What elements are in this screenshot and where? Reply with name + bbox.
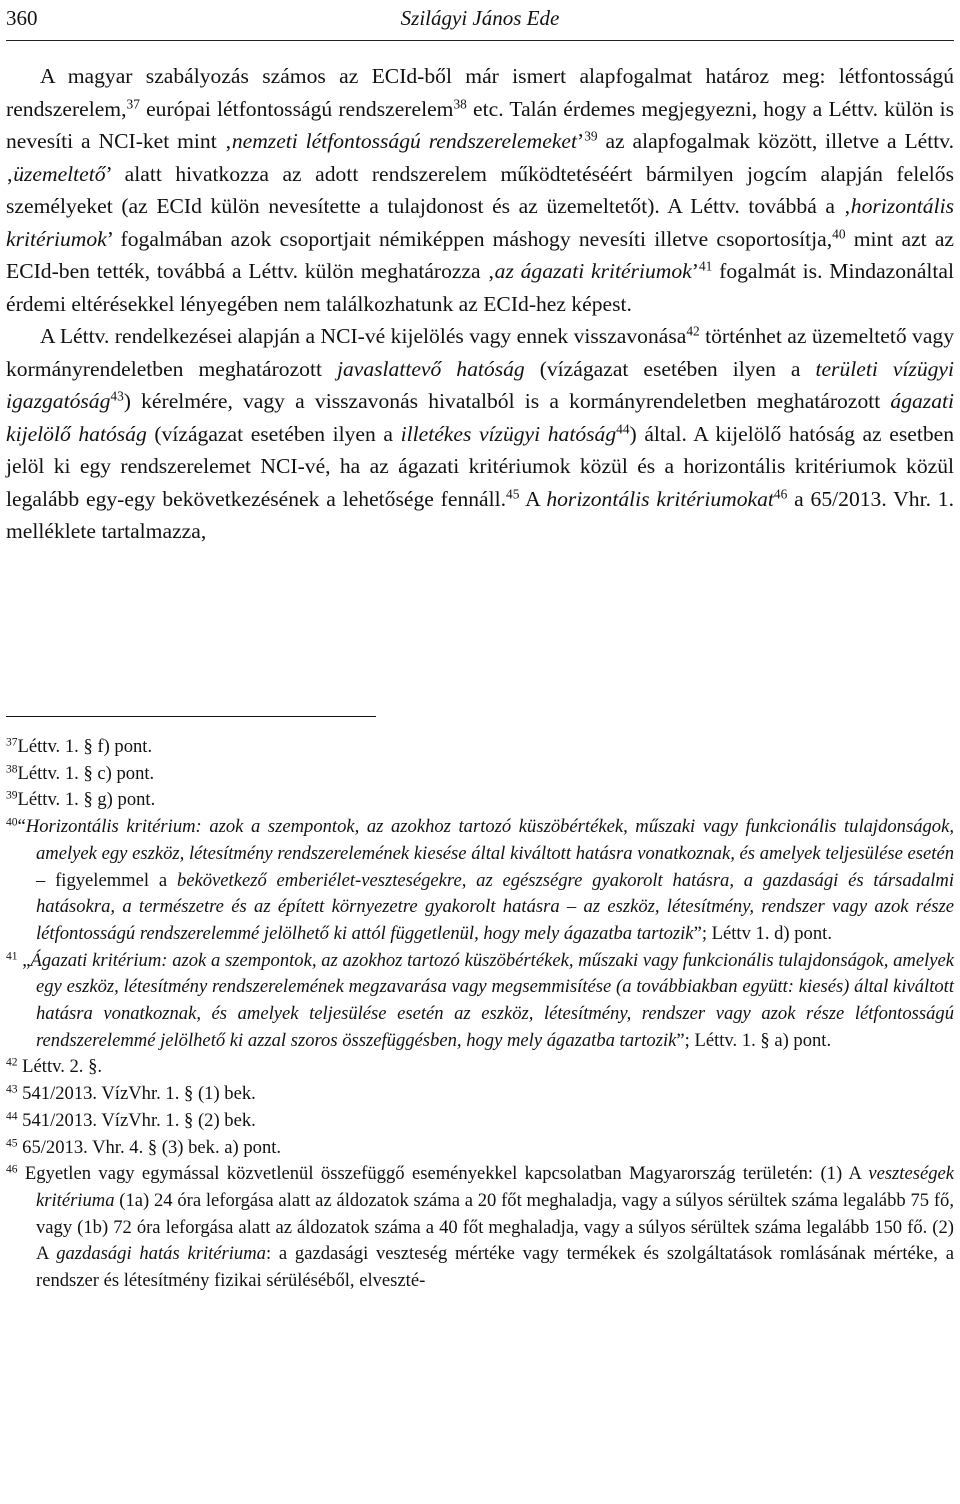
footnote: $^{44}$ 541/2013. VízVhr. 1. § (2) bek. — [6, 1109, 256, 1131]
footnote-ref: 39 — [584, 128, 598, 144]
footnote-separator — [6, 716, 376, 717]
paragraph: A magyar szabályozás számos az ECId-ből már ismert alapfogalmat határoz meg: létfontosságú rendszerelem,$^{37}$ európai létfontosságú rendszerelem$^{38}$ etc. Talán érdemes megjegyezni, hogy a Léttv. külön is nevesíti a NCI-ket mint ‚nemzeti létfontosságú rendszerelemeket’$^{39}$ az alapfogalmak között, illetve a Léttv. ‚üzemeltető’ alatt hivatkozza az adott rendszerelem működtetéséért bármilyen jogcím alapján felelős személyeket (az ECId külön nevesítette a tulajdonost és az üzemeltetőt). A Léttv. továbbá a ‚horizontális kritériumok’ fogalmában azok csoportjait némiképpen máshogy nevesíti illetve csoportosítja,$^{40}$ mint azt az ECId-ben tették, továbbá a Léttv. külön meghatározza ‚az ágazati kritériumok’$^{41}$ fogalmát is. Mindazonáltal érdemi eltérésekkel lényegében nem találkozhatunk az ECId-hez képest. — [6, 64, 955, 316]
footnote-ref: 45 — [506, 486, 520, 502]
running-title: Szilágyi János Ede — [400, 6, 560, 30]
footnote: $^{46}$ Egyetlen vagy egymással közvetlenül összefüggő eseményekkel kapcsolatban Magyarország területén: (1) A veszteségek kritériuma (1a) 24 óra leforgása alatt az áldozatok száma a 20 főt meghaladja, vagy a súlyos sérültek száma legalább 75 fő, vagy (1b) 72 óra leforgása alatt az áldozatok száma a 40 főt meghaladja, vagy a súlyos sérültek száma legalább 150 fő. (2) A gazdasági hatás kritériuma: a gazdasági veszteség mértéke vagy termékek és szolgáltatások romlásának mértéke, a rendszer és létesítmény fizikai sérüléséből, elveszté- — [6, 1163, 954, 1292]
footnote-ref: 44 — [616, 421, 630, 437]
footnote-ref: 41 — [698, 258, 713, 274]
footnotes — [6, 734, 954, 1295]
page-header — [6, 0, 954, 41]
page-number: 360 — [6, 6, 38, 30]
main-text — [6, 60, 954, 548]
footnote: $^{40}$“Horizontális kritérium: azok a szempontok, az azokhoz tartozó küszöbértékek, műszaki vagy funkcionális tulajdonságok, amelyek egy eszköz, létesítmény rendszerelemének kiesése által kiváltott hatásra vonatkoznak, és amelyek teljesülése esetén – figyelemmel a bekövetkező emberiélet-veszteségekre, az egészségre gyakorolt hatásra, a gazdasági és társadalmi hatásokra, a természetre és az épített környezetre gyakorolt hatásra – az eszköz, létesítmény, rendszer vagy azok része létfontosságú rendszerelemmé jelölhető ki attól függetlenül, hogy mely ágazatba tartozik”; Léttv 1. d) pont. — [6, 816, 954, 944]
footnote-ref: 40 — [832, 226, 846, 242]
footnote: $^{42}$ Léttv. 2. §. — [6, 1056, 103, 1078]
footnote-ref: 46 — [773, 486, 788, 502]
footnote: $^{45}$ 65/2013. Vhr. 4. § (3) bek. a) pont. — [6, 1136, 282, 1158]
footnote: $^{43}$ 541/2013. VízVhr. 1. § (1) bek. — [6, 1083, 256, 1105]
paragraph: A Léttv. rendelkezései alapján a NCI-vé kijelölés vagy ennek visszavonása$^{42}$ történhet az üzemeltető vagy kormányrendeletben meghatározott javaslattevő hatóság (vízágazat esetében ilyen a területi vízügyi igazgatóság$^{43}$) kérelmére, vagy a visszavonás hivatalból is a kormányrendeletben meghatározott ágazati kijelölő hatóság (vízágazat esetében ilyen a illetékes vízügyi hatóság$^{44}$) által. A kijelölő hatóság az esetben jelöl ki egy rendszerelemet NCI-vé, ha az ágazati kritériumok közül és a horizontális kritériumok közül legalább egy-egy bekövetkezésének a lehetősége fennáll.$^{45}$ A horizontális kritériumokat$^{46}$ a 65/2013. Vhr. 1. melléklete tartalmazza, — [6, 323, 955, 543]
footnote-ref: 43 — [110, 388, 124, 404]
footnote-ref: 42 — [686, 323, 700, 339]
footnote: $^{41}$ „Ágazati kritérium: azok a szempontok, az azokhoz tartozó küszöbértékek, műszaki vagy funkcionális tulajdonságok, amelyek egy eszköz, létesítmény rendszerelemének megzavarása vagy megsemmisítése (a továbbiakban együtt: kiesés) által kiváltott hatásra vonatkoznak, és amelyek teljesülése esetén az eszköz, létesítmény, rendszer vagy azok része létfontosságú rendszerelemmé jelölhető ki azzal szoros összefüggésben, hogy mely ágazatba tartozik”; Léttv. 1. § a) pont. — [6, 949, 954, 1051]
footnote-ref: 38 — [453, 96, 467, 112]
footnote: $^{38}$Léttv. 1. § c) pont. — [6, 762, 155, 784]
footnote: $^{39}$Léttv. 1. § g) pont. — [6, 789, 156, 811]
footnote-ref: 37 — [126, 96, 140, 112]
footnote: $^{37}$Léttv. 1. § f) pont. — [6, 736, 153, 757]
